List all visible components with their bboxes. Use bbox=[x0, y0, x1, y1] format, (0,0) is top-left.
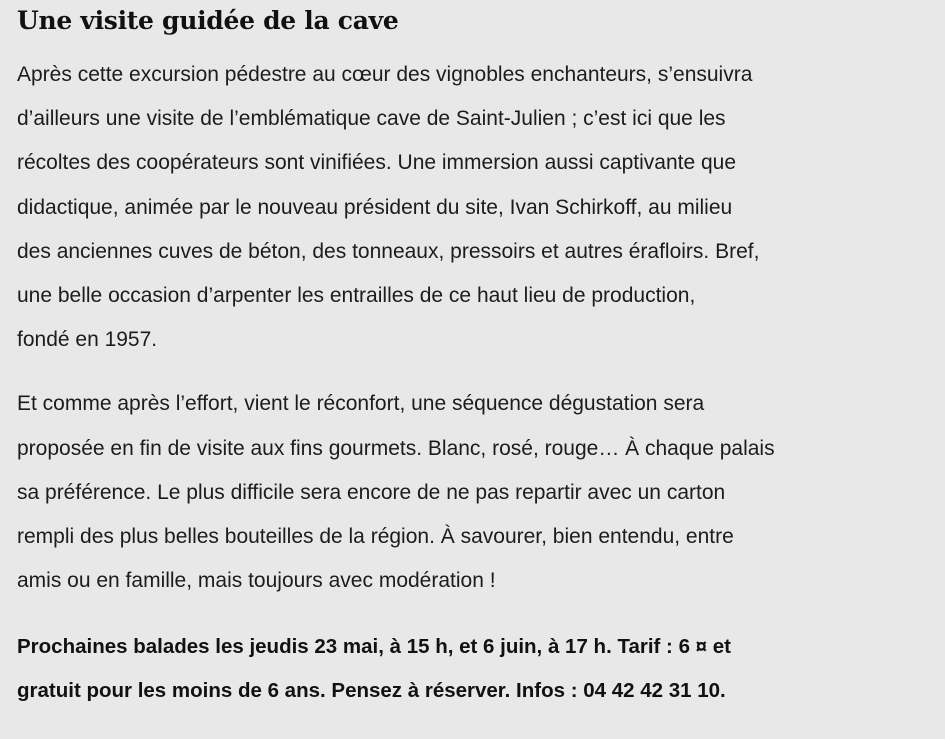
text-line: amis ou en famille, mais toujours avec modération ! bbox=[17, 569, 496, 593]
paragraph-visit bbox=[17, 53, 877, 362]
practical-info bbox=[17, 625, 877, 713]
info-line: Prochaines balades les jeudis 23 mai, à 15 h, et 6 juin, à 17 h. Tarif : 6 ¤ et bbox=[17, 635, 731, 659]
text-line: Et comme après l’effort, vient le réconfort, une séquence dégustation sera bbox=[17, 392, 705, 416]
text-line: récoltes des coopérateurs sont vinifiées. Une immersion aussi captivante que bbox=[17, 151, 737, 175]
text-line: des anciennes cuves de béton, des tonneaux, pressoirs et autres érafloirs. Bref, bbox=[17, 239, 760, 263]
article-body bbox=[17, 0, 877, 713]
text-line: une belle occasion d’arpenter les entrailles de ce haut lieu de production, bbox=[17, 284, 696, 308]
paragraph-tasting bbox=[17, 382, 877, 603]
info-line: gratuit pour les moins de 6 ans. Pensez à réserver. Infos : 04 42 42 31 10. bbox=[17, 679, 726, 703]
text-line: proposée en fin de visite aux fins gourmets. Blanc, rosé, rouge… À chaque palais bbox=[17, 436, 775, 460]
text-line: didactique, animée par le nouveau président du site, Ivan Schirkoff, au milieu bbox=[17, 195, 733, 219]
text-line: Après cette excursion pédestre au cœur des vignobles enchanteurs, s’ensuivra bbox=[17, 63, 753, 86]
article-title: Une visite guidée de la cave bbox=[17, 6, 399, 35]
text-line: d’ailleurs une visite de l’emblématique cave de Saint-Julien ; c’est ici que les bbox=[17, 107, 726, 131]
text-line: fondé en 1957. bbox=[17, 328, 158, 352]
text-line: rempli des plus belles bouteilles de la région. À savourer, bien entendu, entre bbox=[17, 525, 734, 549]
text-line: sa préférence. Le plus difficile sera encore de ne pas repartir avec un carton bbox=[17, 480, 726, 504]
